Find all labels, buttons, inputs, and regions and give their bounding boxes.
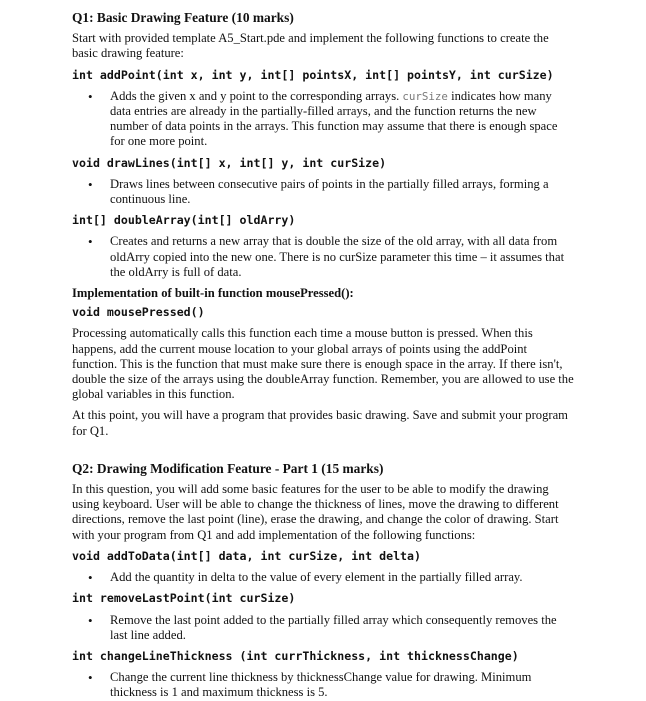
addpoint-signature: int addPoint(int x, int y, int[] pointsX, int[] pointsY, int curSize) [72, 67, 554, 82]
drawlines-description: • Draws lines between consecutive pairs of points in the partially filled arrays, forming a continuous line. [88, 176, 549, 207]
bullet-icon: • [88, 670, 93, 686]
addtodata-list [72, 570, 574, 585]
doublearray-list [72, 234, 574, 280]
doublearray-signature: int[] doubleArray(int[] oldArry) [72, 213, 296, 228]
changelinethickness-description: • Change the current line thickness by thicknessChange value for drawing. Minimum thickness is 1 and maximum thickness is 5. [88, 670, 532, 700]
bullet-icon: • [88, 570, 93, 586]
changelinethickness-signature: int changeLineThickness (int currThickness, int thicknessChange) [72, 648, 519, 663]
removelastpoint-list [72, 613, 574, 643]
bullet-icon: • [88, 234, 93, 250]
q1-heading: Q1: Basic Drawing Feature (10 marks) [72, 10, 294, 25]
addtodata-description: • Add the quantity in delta to the value of every element in the partially filled array. [88, 570, 523, 586]
bullet-icon: • [88, 176, 93, 192]
addtodata-signature: void addToData(int[] data, int curSize, int delta) [72, 548, 422, 563]
addpoint-description: • Adds the given x and y point to the corresponding arrays. curSize indicates how many data entries are already in the partially-filled arrays, and the function returns the new number of data points in the arrays. This function may assume that there is enough space for one more point. [88, 88, 558, 149]
changelinethickness-list [72, 670, 574, 700]
drawlines-signature: void drawLines(int[] x, int[] y, int curSize) [72, 155, 387, 170]
doublearray-description: • Creates and returns a new array that is double the size of the old array, with all data from oldArry copied into the new one. There is no curSize parameter this time – it assumes that the oldArry is full of data. [88, 234, 565, 279]
mousepressed-description: Processing automatically calls this function each time a mouse button is pressed. When this happens, add the current mouse location to your global arrays of points using the addPoint function. This is the function that must make sure there is enough space in the array. If there isn't, double the size of the arrays using the doubleArray function. Remember, you are allowed to use the global variables in this function. [72, 326, 574, 402]
builtin-heading: Implementation of built-in function mousePressed(): [72, 286, 354, 301]
removelastpoint-signature: int removeLastPoint(int curSize) [72, 591, 296, 606]
drawlines-list [72, 177, 574, 207]
bullet-icon: • [88, 612, 93, 628]
q2-intro: In this question, you will add some basic features for the user to be able to modify the drawing using keyboard. User will be able to change the thickness of lines, move the drawing to different directions, remove the last point (line), erase the drawing, and change the color of drawing. Start with your program from Q1 and add implementation of the following functions: [72, 482, 559, 542]
q1-closing: At this point, you will have a program that provides basic drawing. Save and submit your program for Q1. [72, 408, 568, 438]
addpoint-list [72, 89, 574, 150]
q2-heading: Q2: Drawing Modification Feature - Part 1 (15 marks) [72, 460, 384, 476]
mousepressed-signature: void mousePressed() [72, 305, 205, 320]
bullet-icon: • [88, 88, 93, 104]
cursize-inline-code: curSize [402, 89, 448, 103]
removelastpoint-description: • Remove the last point added to the partially filled array which consequently removes the last line added. [88, 612, 557, 642]
q1-intro: Start with provided template A5_Start.pde and implement the following functions to create the basic drawing feature: [72, 31, 549, 61]
